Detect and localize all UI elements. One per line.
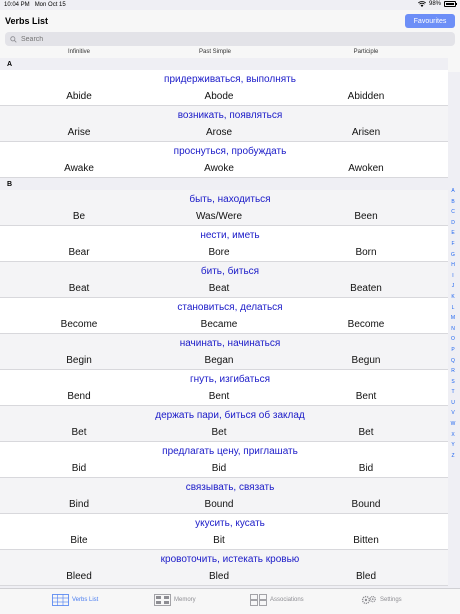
section-index-bar[interactable]: [449, 186, 457, 461]
row-translation: возникать, появляться: [177, 110, 283, 121]
row-translation: держать пари, биться об заклад: [155, 410, 305, 421]
row-translation: быть, находиться: [189, 194, 271, 205]
status-right: [418, 1, 456, 7]
row-infinitive: Bear: [68, 247, 90, 258]
index-letter[interactable]: X: [451, 431, 455, 438]
row-past-simple: Awoke: [204, 163, 234, 174]
index-letter[interactable]: Z: [451, 452, 455, 459]
index-letter[interactable]: V: [451, 410, 455, 417]
row-translation: начинать, начинаться: [179, 338, 281, 349]
gear-icon: [360, 594, 377, 606]
favourites-button[interactable]: Favourites: [405, 14, 455, 28]
tab-label-memory: Memory: [174, 597, 196, 603]
row-participle: Begun: [351, 355, 381, 366]
index-letter[interactable]: L: [451, 304, 455, 311]
table-row[interactable]: [0, 142, 448, 178]
verbs-list[interactable]: [0, 58, 448, 588]
row-participle: Bet: [358, 427, 374, 438]
column-header-past-simple: Past Simple: [198, 49, 232, 55]
row-past-simple: Abode: [204, 91, 234, 102]
status-date: Mon Oct 15: [34, 2, 66, 8]
row-participle: Beaten: [350, 283, 382, 294]
index-letter[interactable]: J: [451, 283, 455, 290]
row-past-simple: Bid: [211, 463, 227, 474]
search-icon: [10, 36, 17, 43]
row-translation: бить, биться: [200, 266, 260, 277]
index-letter[interactable]: S: [451, 378, 455, 385]
row-translation: связывать, связать: [185, 482, 275, 493]
table-row[interactable]: [0, 226, 448, 262]
row-infinitive: Bid: [71, 463, 87, 474]
tab-settings[interactable]: [360, 594, 402, 606]
index-letter[interactable]: K: [451, 293, 455, 300]
tab-label-settings: Settings: [380, 597, 402, 603]
row-participle: Awoken: [348, 163, 384, 174]
row-translation: кровоточить, истекать кровью: [160, 554, 300, 565]
wifi-icon: [418, 1, 426, 7]
index-letter[interactable]: O: [451, 336, 455, 343]
table-row[interactable]: [0, 442, 448, 478]
row-infinitive: Bend: [67, 391, 91, 402]
table-row[interactable]: [0, 478, 448, 514]
index-letter[interactable]: F: [451, 240, 455, 247]
index-letter[interactable]: G: [451, 251, 455, 258]
row-infinitive: Be: [72, 211, 86, 222]
index-letter[interactable]: E: [451, 230, 455, 237]
tab-associations[interactable]: [250, 594, 304, 606]
status-bar: [0, 0, 460, 10]
row-participle: Abidden: [347, 91, 385, 102]
tab-label-associations: Associations: [270, 597, 304, 603]
row-past-simple: Was/Were: [195, 211, 243, 222]
row-participle: Bitten: [353, 535, 379, 546]
tab-label-verbs-list: Verbs List: [72, 597, 99, 603]
index-letter[interactable]: H: [451, 262, 455, 269]
index-letter[interactable]: I: [452, 272, 454, 279]
row-infinitive: Bleed: [66, 571, 92, 582]
table-row[interactable]: [0, 106, 448, 142]
row-infinitive: Bet: [71, 427, 87, 438]
row-past-simple: Bent: [208, 391, 230, 402]
index-letter[interactable]: R: [451, 368, 455, 375]
page-title: Verbs List: [5, 16, 49, 26]
index-letter[interactable]: Q: [451, 357, 455, 364]
index-letter[interactable]: A: [451, 188, 455, 194]
row-past-simple: Bit: [213, 535, 225, 546]
row-translation: предлагать цену, приглашать: [162, 446, 298, 457]
battery-percent: 98%: [428, 1, 441, 7]
row-past-simple: Bound: [204, 499, 234, 510]
row-past-simple: Arose: [205, 127, 233, 138]
column-header-infinitive: Infinitive: [67, 49, 91, 55]
row-participle: Born: [355, 247, 377, 258]
row-past-simple: Bled: [208, 571, 230, 582]
row-infinitive: Bind: [68, 499, 90, 510]
row-infinitive: Abide: [66, 91, 92, 102]
status-time: 10:04 PM: [4, 2, 30, 8]
row-translation: укусить, кусать: [195, 518, 265, 529]
row-participle: Bled: [355, 571, 377, 582]
table-row[interactable]: [0, 262, 448, 298]
row-infinitive: Become: [60, 319, 98, 330]
row-infinitive: Arise: [67, 127, 91, 138]
row-participle: Become: [347, 319, 385, 330]
row-participle: Bent: [355, 391, 377, 402]
row-translation: придерживаться, выполнять: [164, 74, 296, 85]
table-row[interactable]: [0, 406, 448, 442]
row-translation: становиться, делаться: [177, 302, 283, 313]
tab-bar: [0, 588, 460, 614]
row-infinitive: Begin: [66, 355, 92, 366]
column-headers: [0, 48, 460, 58]
table-row[interactable]: [0, 550, 448, 586]
search-bar[interactable]: [5, 32, 455, 46]
row-infinitive: Bite: [70, 535, 88, 546]
table-row[interactable]: [0, 298, 448, 334]
row-past-simple: Began: [204, 355, 234, 366]
row-participle: Bound: [351, 499, 381, 510]
table-row[interactable]: [0, 70, 448, 106]
table-row[interactable]: [0, 370, 448, 406]
search-input[interactable]: [21, 36, 221, 43]
index-letter[interactable]: C: [451, 209, 455, 216]
index-letter[interactable]: N: [451, 325, 455, 332]
section-header: A: [0, 58, 448, 70]
index-letter[interactable]: Y: [451, 442, 455, 449]
row-past-simple: Bet: [211, 427, 227, 438]
battery-icon: [444, 1, 456, 7]
row-translation: нести, иметь: [200, 230, 260, 241]
row-past-simple: Became: [200, 319, 238, 330]
index-letter[interactable]: W: [450, 421, 456, 428]
row-past-simple: Bore: [208, 247, 230, 258]
table-row[interactable]: [0, 334, 448, 370]
list-icon: [52, 594, 69, 606]
tab-memory[interactable]: [154, 594, 196, 606]
row-participle: Been: [354, 211, 378, 222]
associations-icon: [250, 594, 267, 606]
index-letter[interactable]: T: [451, 389, 455, 396]
index-letter[interactable]: P: [451, 346, 455, 353]
row-infinitive: Beat: [68, 283, 90, 294]
row-participle: Bid: [358, 463, 374, 474]
column-header-participle: Participle: [353, 49, 379, 55]
memory-icon: [154, 594, 171, 606]
section-header: B: [0, 178, 448, 190]
table-row[interactable]: [0, 190, 448, 226]
index-letter[interactable]: B: [451, 198, 455, 205]
row-infinitive: Awake: [64, 163, 94, 174]
index-letter[interactable]: D: [451, 219, 455, 226]
row-translation: гнуть, изгибаться: [190, 374, 270, 385]
tab-verbs-list[interactable]: [52, 594, 98, 606]
row-translation: проснуться, пробуждать: [173, 146, 287, 157]
index-letter[interactable]: U: [451, 399, 455, 406]
row-past-simple: Beat: [208, 283, 230, 294]
table-row[interactable]: [0, 514, 448, 550]
row-participle: Arisen: [351, 127, 381, 138]
index-letter[interactable]: M: [450, 315, 456, 322]
